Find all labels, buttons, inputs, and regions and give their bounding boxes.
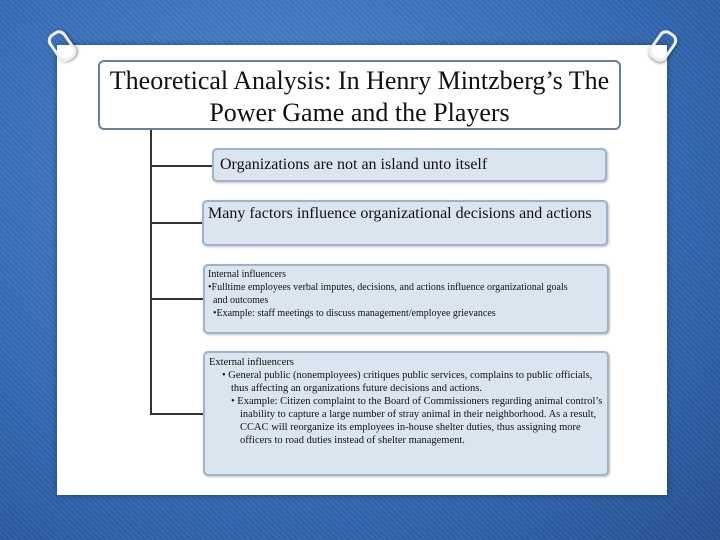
tree-branch-line [150, 222, 202, 224]
external-bullet-2: • Example: Citizen complaint to the Board of Commissioners regarding animal control’s inability to capture a large number of stray animal in their neighborhood. As a result, CCAC will reorganize its employees in-house shelter duties, thus assigning more officers to road duties instead of shelter management. [231, 396, 603, 446]
node-internal-influencers [203, 264, 609, 334]
node-many-factors-text: Many factors influence organizational decisions and actions [208, 205, 592, 222]
internal-heading: Internal influencers [208, 269, 287, 280]
slide-title [98, 60, 621, 130]
tree-branch-line [150, 298, 203, 300]
internal-line-2: and outcomes [213, 295, 269, 306]
external-heading: External influencers [209, 357, 294, 368]
node-organizations [212, 148, 607, 182]
node-external-influencers [203, 351, 609, 476]
node-many-factors [202, 200, 608, 246]
internal-line-1: •Fulltime employees verbal imputes, decisions, and actions influence organizational goals [208, 282, 568, 293]
tree-branch-line [150, 165, 212, 167]
node-organizations-text: Organizations are not an island unto itself [220, 156, 488, 173]
internal-line-3: •Example: staff meetings to discuss management/employee grievances [213, 308, 496, 319]
slide-title-text: Theoretical Analysis: In Henry Mintzberg’s The Power Game and the Players [109, 66, 610, 127]
tree-branch-line [150, 413, 203, 415]
external-bullet-1: • General public (nonemployees) critiques public services, complains to public officials, thus affecting an organizations future decisions and actions. [222, 370, 593, 394]
tree-trunk-line [150, 130, 152, 414]
